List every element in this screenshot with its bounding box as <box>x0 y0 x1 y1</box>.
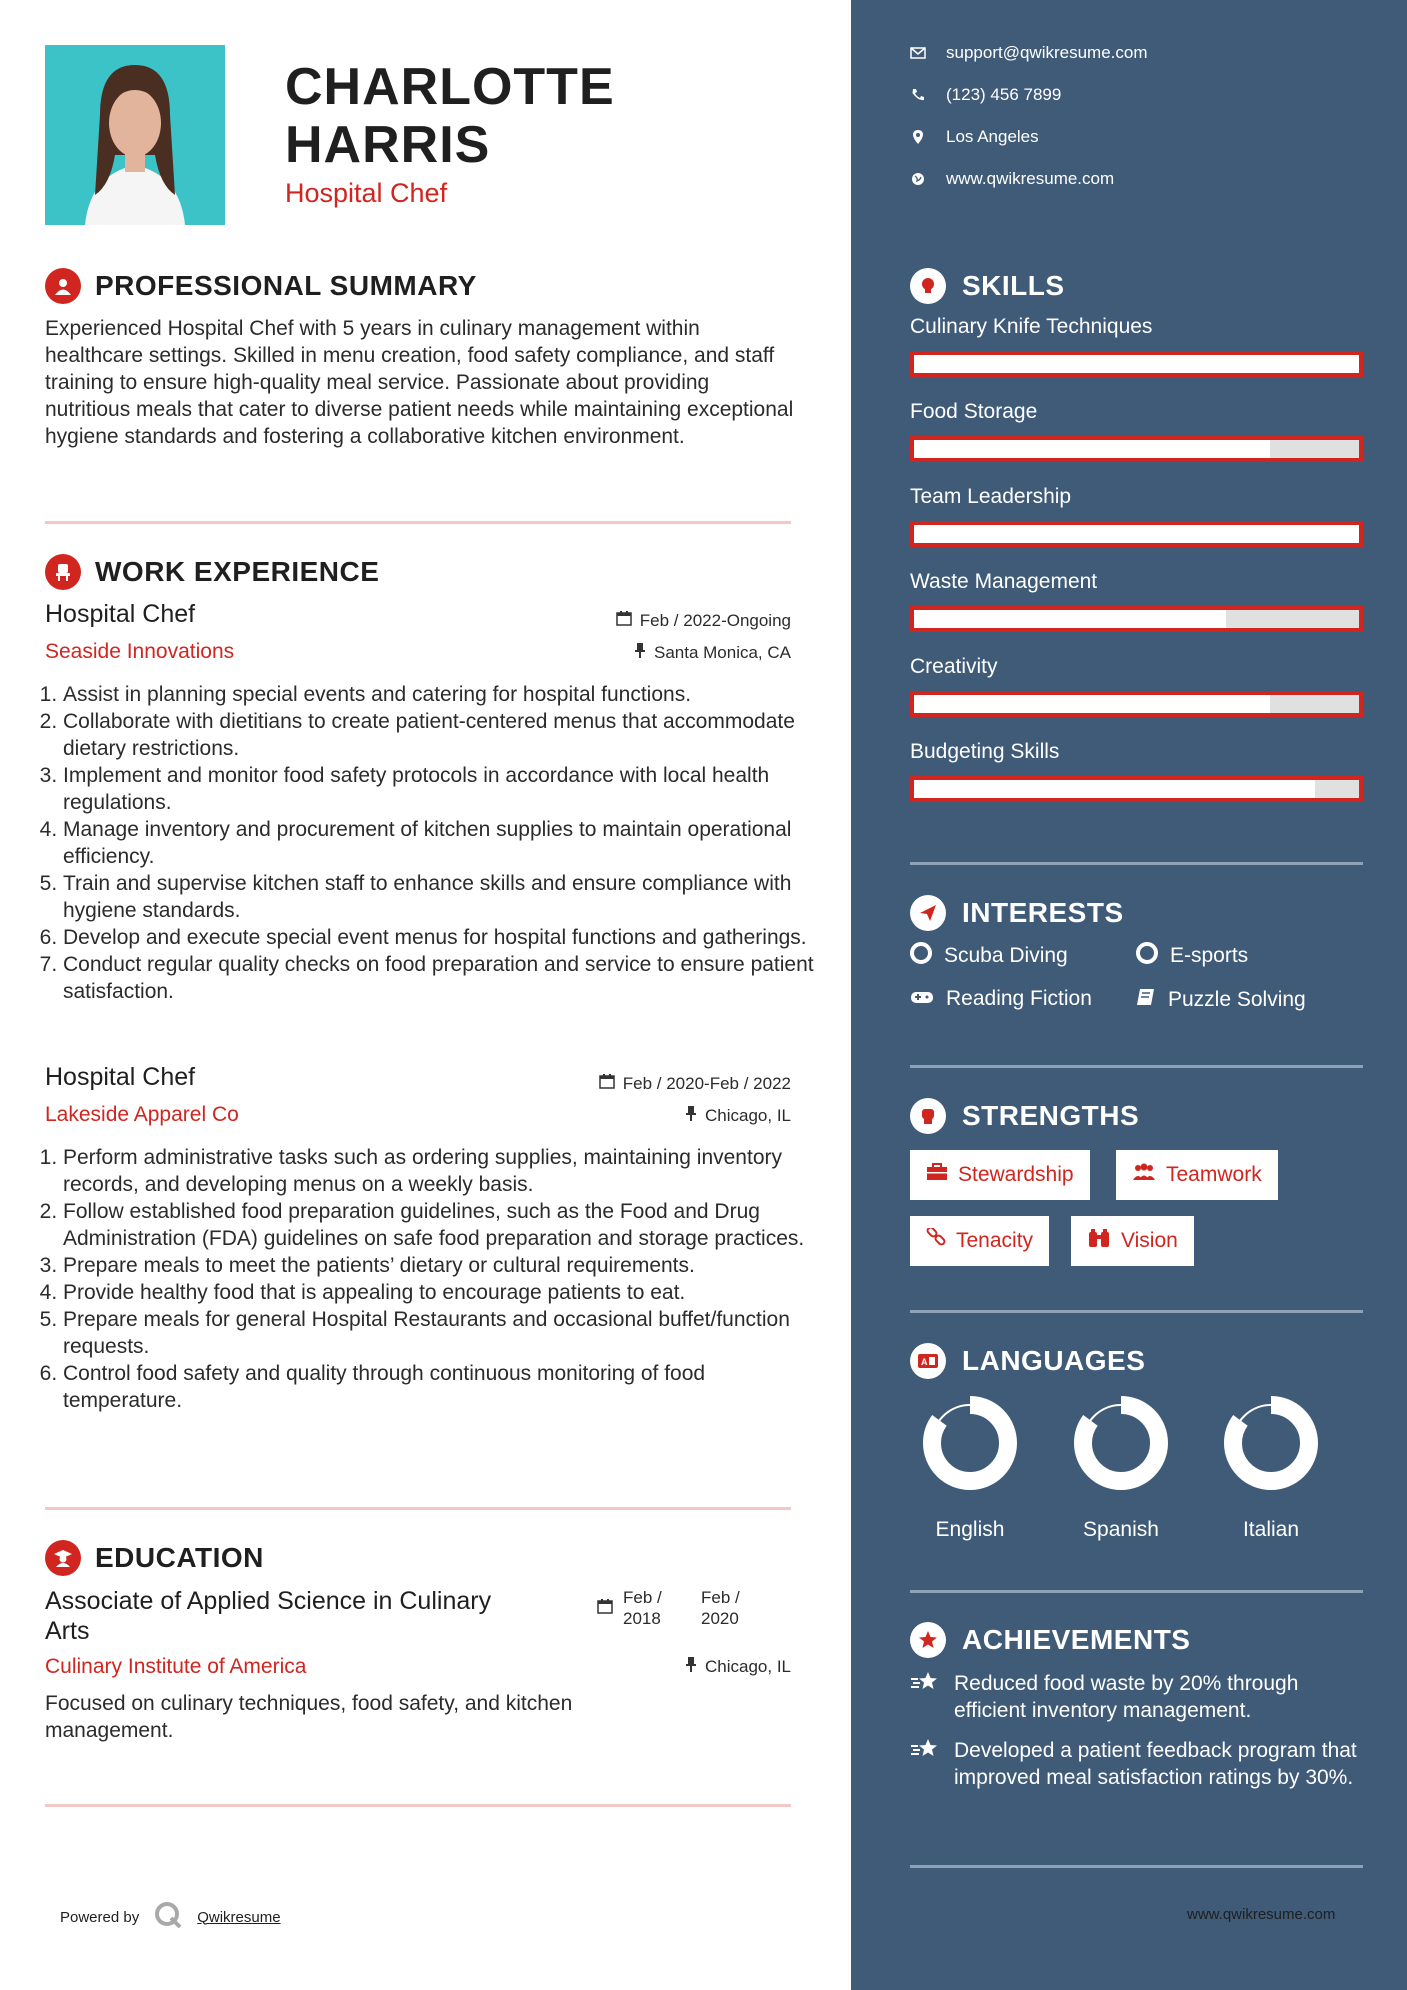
users-icon <box>1132 1163 1156 1187</box>
job-location: Chicago, IL <box>685 1105 791 1126</box>
star-icon <box>910 1737 940 1791</box>
strengths-heading: STRENGTHS <box>910 1098 1139 1134</box>
section-divider <box>45 1804 791 1807</box>
section-divider <box>45 521 791 524</box>
job-dates: Feb / 2022-Ongoing <box>616 610 791 631</box>
skill-bar <box>910 776 1363 802</box>
qwikresume-link[interactable]: Qwikresume <box>197 1908 281 1926</box>
section-divider <box>45 1507 791 1510</box>
list-item: 3. Prepare meals to meet the patients’ dietary or cultural requirements. <box>63 1252 823 1279</box>
job-location: Santa Monica, CA <box>634 642 791 663</box>
interest-item: Puzzle Solving <box>1136 987 1306 1013</box>
translate-icon <box>910 1343 946 1379</box>
envelope-icon <box>910 47 926 59</box>
job-title: Hospital Chef <box>45 1063 196 1091</box>
lifebuoy-icon <box>910 942 932 970</box>
strength-tag: Tenacity <box>910 1216 1049 1266</box>
languages-heading: A LANGUAGES <box>910 1343 1145 1379</box>
profile-photo <box>45 45 225 225</box>
calendar-icon <box>599 1073 615 1094</box>
lifebuoy-icon <box>1136 942 1158 970</box>
language-ring <box>922 1395 1018 1491</box>
skill-bar-fill <box>914 440 1270 458</box>
footer-site: www.qwikresume.com <box>1187 1906 1336 1923</box>
achievement-item: Developed a patient feedback program that improved meal satisfaction ratings by 30%. <box>910 1737 1360 1791</box>
calendar-icon <box>597 1598 613 1619</box>
skill-bar-fill <box>914 355 1359 373</box>
globe-icon <box>910 172 926 186</box>
contact-email: support@qwikresume.com <box>910 43 1148 63</box>
contact-phone: (123) 456 7899 <box>910 85 1061 105</box>
binoculars-icon <box>1087 1228 1111 1254</box>
summary-heading: PROFESSIONAL SUMMARY <box>45 268 477 304</box>
skill-bar-fill <box>914 780 1315 798</box>
job-dates: Feb / 2020-Feb / 2022 <box>599 1073 791 1094</box>
fist-icon <box>910 1098 946 1134</box>
skill-bar-fill <box>914 695 1270 713</box>
contact-website: www.qwikresume.com <box>910 169 1114 189</box>
section-divider <box>910 1065 1363 1068</box>
graduate-icon <box>45 1540 81 1576</box>
skill-bar <box>910 351 1363 377</box>
list-item: 2. Follow established food preparation guidelines, such as the Food and Drug Administration (FDA) guidelines on safe food preparation and storage practices. <box>63 1198 823 1252</box>
section-divider <box>910 862 1363 865</box>
calendar-icon <box>616 610 632 631</box>
job-bullets <box>45 1144 823 1414</box>
education-heading: EDUCATION <box>45 1540 264 1576</box>
briefcase-icon <box>926 1163 948 1187</box>
list-item: 6. Develop and execute special event menus for hospital functions and gatherings. <box>63 924 823 951</box>
skill-bar <box>910 436 1363 462</box>
skill-bar-fill <box>914 610 1226 628</box>
job-bullets <box>45 681 823 1005</box>
education-location: Chicago, IL <box>685 1656 791 1677</box>
footer-branding: Powered by Qwikresume <box>60 1900 281 1934</box>
job-title: Hospital Chef <box>45 600 196 628</box>
interest-item: Reading Fiction <box>910 987 1092 1011</box>
language-ring <box>1223 1395 1319 1491</box>
contact-location: Los Angeles <box>910 127 1039 147</box>
list-item: 2. Collaborate with dietitians to create patient-centered menus that accommodate dietary restrictions. <box>63 708 823 762</box>
language-item <box>1061 1395 1181 1542</box>
education-description: Focused on culinary techniques, food safety, and kitchen management. <box>45 1692 573 1742</box>
svg-text:A: A <box>921 1357 928 1367</box>
interests-heading: INTERESTS <box>910 895 1124 931</box>
qwikresume-logo-icon <box>153 1900 183 1934</box>
education-end-date: Feb / 2020 <box>701 1588 740 1628</box>
list-item: 7. Conduct regular quality checks on food preparation and service to ensure patient satisfaction. <box>63 951 823 1005</box>
pin-icon <box>685 1105 697 1126</box>
phone-icon <box>910 88 926 102</box>
skills-heading: SKILLS <box>910 268 1065 304</box>
interest-item: Scuba Diving <box>910 942 1068 970</box>
language-item <box>1211 1395 1331 1542</box>
skill-label: Waste Management <box>910 570 1098 593</box>
achievement-item: Reduced food waste by 20% through efficient inventory management. <box>910 1670 1360 1724</box>
summary-text: Experienced Hospital Chef with 5 years in culinary management within healthcare settings. Skilled in menu creation, food safety compliance, and staff training to ensure high-quality meal service. Passionate about providing nutritious meals that cater to diverse patient needs while maintaining exceptional hygiene standards and fostering a collaborative kitchen environment. <box>45 317 794 448</box>
skill-bar-fill <box>914 525 1359 543</box>
education-start-date: Feb / 2018 <box>623 1588 662 1628</box>
achievements-heading: ACHIEVEMENTS <box>910 1622 1190 1658</box>
skill-bar <box>910 606 1363 632</box>
section-divider <box>910 1865 1363 1868</box>
user-icon <box>45 268 81 304</box>
language-label: Italian <box>1242 1518 1300 1541</box>
interest-item: E-sports <box>1136 942 1248 970</box>
link-icon <box>926 1228 946 1254</box>
pin-icon <box>685 1656 697 1677</box>
language-label: English <box>935 1518 1005 1541</box>
list-item: 6. Control food safety and quality through continuous monitoring of food temperature. <box>63 1360 823 1414</box>
school-name: Culinary Institute of America <box>45 1655 307 1678</box>
star-icon <box>910 1670 940 1724</box>
skill-label: Budgeting Skills <box>910 740 1060 763</box>
candidate-role: Hospital Chef <box>285 178 448 208</box>
section-divider <box>910 1310 1363 1313</box>
skill-bar <box>910 691 1363 717</box>
list-item: 5. Prepare meals for general Hospital Restaurants and occasional buffet/function requests. <box>63 1306 823 1360</box>
book-icon <box>1136 987 1156 1013</box>
list-item: 4. Manage inventory and procurement of kitchen supplies to maintain operational efficiency. <box>63 816 823 870</box>
map-pin-icon <box>910 130 926 144</box>
strength-tag: Teamwork <box>1116 1150 1278 1200</box>
chair-icon <box>45 554 81 590</box>
job-company: Seaside Innovations <box>45 640 235 663</box>
strength-tag: Stewardship <box>910 1150 1090 1200</box>
language-item <box>910 1395 1030 1542</box>
lightbulb-icon <box>910 268 946 304</box>
skill-label: Team Leadership <box>910 485 1072 508</box>
star-icon <box>910 1622 946 1658</box>
list-item: 3. Implement and monitor food safety protocols in accordance with local health regulations. <box>63 762 823 816</box>
list-item: 4. Provide healthy food that is appealing to encourage patients to eat. <box>63 1279 823 1306</box>
list-item: 5. Train and supervise kitchen staff to enhance skills and ensure compliance with hygiene standards. <box>63 870 823 924</box>
degree-title: Associate of Applied Science in Culinary Arts <box>45 1587 492 1645</box>
skill-label: Creativity <box>910 655 998 678</box>
skill-label: Culinary Knife Techniques <box>910 315 1153 338</box>
candidate-name: CHARLOTTE HARRIS <box>285 58 615 174</box>
section-divider <box>910 1590 1363 1593</box>
list-item: 1. Assist in planning special events and catering for hospital functions. <box>63 681 823 708</box>
skill-bar <box>910 521 1363 547</box>
skill-label: Food Storage <box>910 400 1038 423</box>
job-company: Lakeside Apparel Co <box>45 1103 239 1126</box>
pin-icon <box>634 642 646 663</box>
paper-plane-icon <box>910 895 946 931</box>
experience-heading: WORK EXPERIENCE <box>45 554 379 590</box>
language-ring <box>1073 1395 1169 1491</box>
language-label: Spanish <box>1083 1518 1159 1541</box>
gamepad-icon <box>910 987 934 1011</box>
strength-tag: Vision <box>1071 1216 1194 1266</box>
list-item: 1. Perform administrative tasks such as ordering supplies, maintaining inventory records, and developing menus on a weekly basis. <box>63 1144 823 1198</box>
